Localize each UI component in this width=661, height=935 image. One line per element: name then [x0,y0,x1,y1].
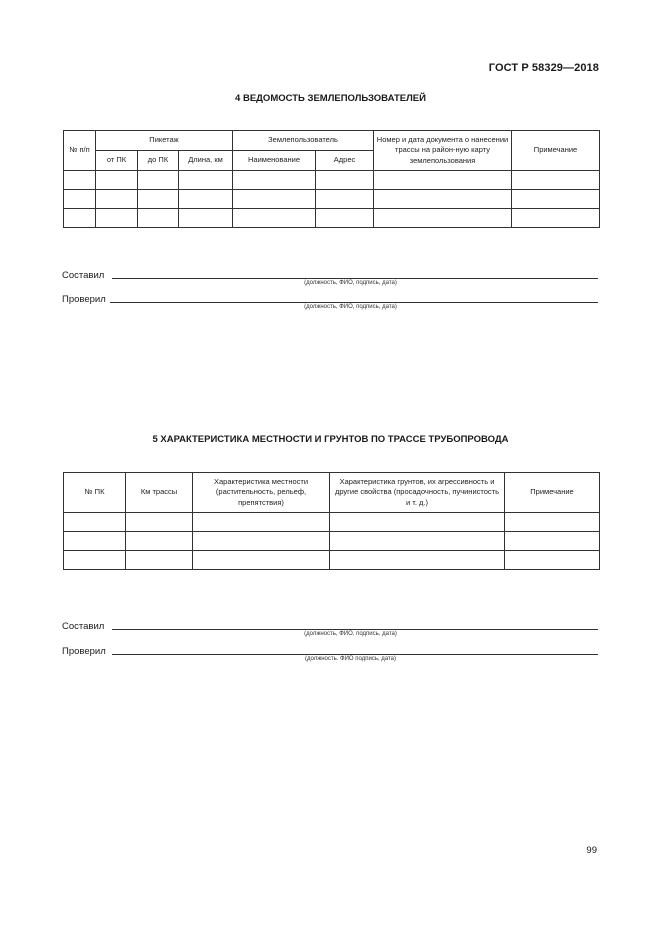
table-cell [179,171,233,190]
table-cell [179,190,233,209]
signature-line[interactable] [110,302,598,303]
col-header-number: № п/п [64,131,96,171]
col-header-note: Примечание [505,473,600,513]
col-header-name: Наименование [233,151,316,171]
table-cell [193,551,330,570]
signature-label: Составил [62,620,105,632]
col-header-address: Адрес [316,151,374,171]
table-cell [233,209,316,228]
page-number: 99 [586,845,597,856]
signature-line[interactable] [112,629,598,630]
table-cell [505,551,600,570]
col-header-document: Номер и дата документа о нанесении трассы на район-ную карту землепользования [374,131,512,171]
table-row [64,190,600,209]
signature-hint: (должность, ФИО, подпись, дата) [304,631,397,637]
table-row [64,532,600,551]
col-header-pk-number: № ПК [64,473,126,513]
signature-hint: (должность. ФИО подпись, дата) [304,656,397,662]
signature-hint: (должность, ФИО, подпись, дата) [304,304,397,310]
signature-compiled-by [62,266,598,280]
table-cell [126,532,193,551]
signature-checked-by [62,290,598,304]
col-header-to-pk: до ПК [138,151,179,171]
table-cell [126,551,193,570]
landusers-table [63,130,600,228]
table-cell [179,209,233,228]
signature-compiled-by [62,617,598,631]
col-header-landuser: Землепользователь [233,131,374,151]
table-cell [330,551,505,570]
col-header-soils: Характеристика грунтов, их агрессивность и другие свойства (просадочность, пучинистость и т. д.) [330,473,505,513]
table-cell [512,171,600,190]
table-row [64,551,600,570]
table-cell [64,171,96,190]
signature-label: Проверил [62,293,106,305]
col-header-from-pk: от ПК [96,151,138,171]
signature-hint: (должность, ФИО, подпись, дата) [304,280,397,286]
table-cell [193,532,330,551]
section-5-title: 5 ХАРАКТЕРИСТИКА МЕСТНОСТИ И ГРУНТОВ ПО ТРАССЕ ТРУБОПРОВОДА [152,434,509,445]
col-header-length: Длина, км [179,151,233,171]
table-cell [126,513,193,532]
table-cell [138,171,179,190]
table-cell [316,209,374,228]
table-cell [96,171,138,190]
signature-checked-by [62,642,598,656]
terrain-soils-table [63,472,600,570]
table-cell [374,190,512,209]
col-header-note: Примечание [512,131,600,171]
table-cell [64,190,96,209]
table-cell [374,209,512,228]
table-cell [330,513,505,532]
section-4-title: 4 ВЕДОМОСТЬ ЗЕМЛЕПОЛЬЗОВАТЕЛЕЙ [235,93,426,104]
signature-line[interactable] [112,654,598,655]
table-cell [233,190,316,209]
table-cell [505,532,600,551]
table-row [64,171,600,190]
table-cell [96,209,138,228]
standard-header: ГОСТ Р 58329—2018 [488,62,599,74]
table-cell [193,513,330,532]
signature-label: Проверил [62,645,106,657]
table-cell [330,532,505,551]
table-row [64,513,600,532]
table-row [64,209,600,228]
table-cell [374,171,512,190]
table-cell [316,171,374,190]
table-cell [64,551,126,570]
signature-label: Составил [62,269,105,281]
col-header-km: Км трассы [126,473,193,513]
table-cell [138,209,179,228]
table-cell [512,190,600,209]
table-cell [64,209,96,228]
table-cell [138,190,179,209]
col-header-terrain: Характеристика местности (растительность, рельеф, препятствия) [193,473,330,513]
table-cell [64,513,126,532]
table-cell [512,209,600,228]
col-header-piketazh: Пикетаж [96,131,233,151]
table-cell [505,513,600,532]
signature-line[interactable] [112,278,598,279]
table-cell [316,190,374,209]
table-cell [96,190,138,209]
table-cell [64,532,126,551]
table-cell [233,171,316,190]
